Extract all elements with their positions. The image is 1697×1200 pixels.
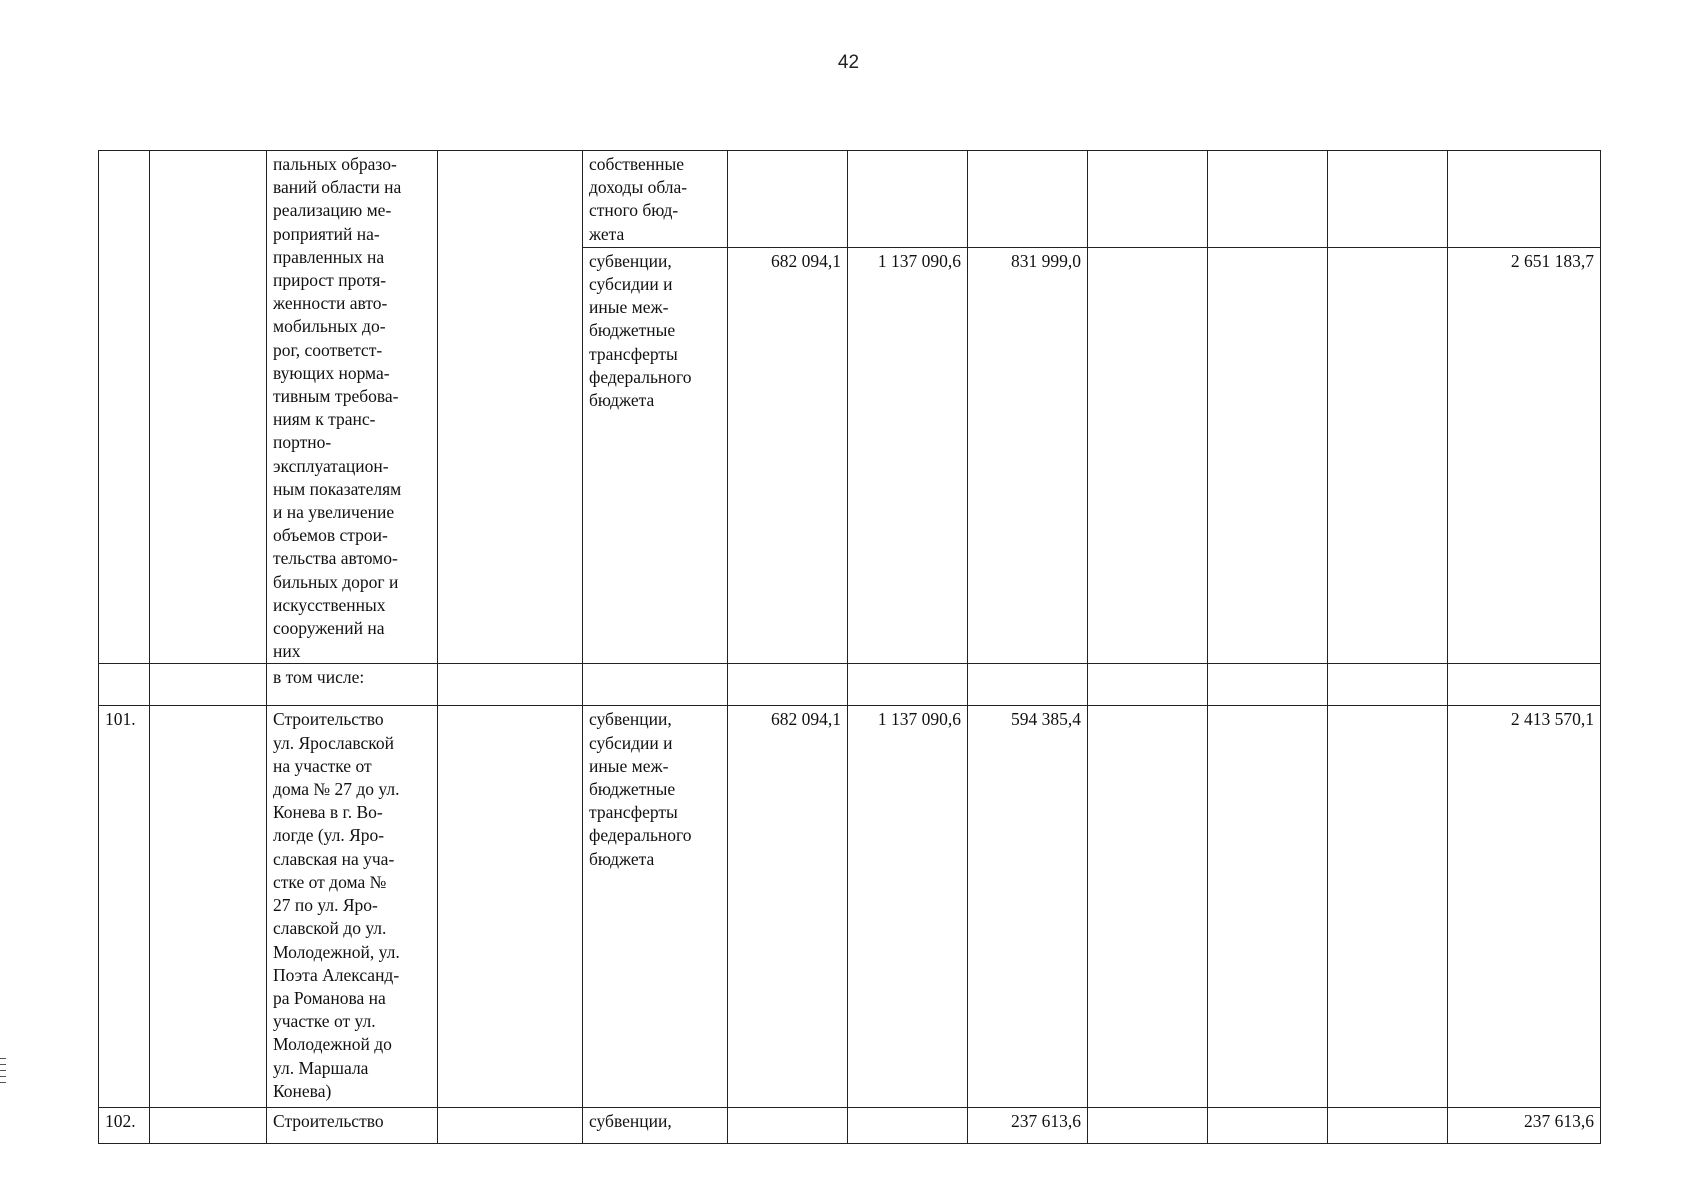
table-row [99, 151, 1601, 248]
cell-number: 101. [99, 706, 150, 1108]
cell-value [1328, 1108, 1448, 1144]
cell-value [1208, 247, 1328, 664]
cell-funding-source: субвенции, [583, 1108, 728, 1144]
table-row [99, 664, 1601, 706]
cell-value [1208, 1108, 1328, 1144]
cell-value [848, 1108, 968, 1144]
cell-code [150, 1108, 267, 1144]
table-row [99, 1108, 1601, 1144]
cell-code [150, 706, 267, 1108]
cell-total [1448, 664, 1601, 706]
cell-code [150, 664, 267, 706]
cell-value [728, 151, 848, 248]
cell-value [1328, 706, 1448, 1108]
cell-value [1328, 151, 1448, 248]
cell-funding-source: собственные доходы обла- стного бюд- жета [583, 151, 728, 248]
cell-total: 2 413 570,1 [1448, 706, 1601, 1108]
cell-value [968, 664, 1088, 706]
cell-funding-source: субвенции, субсидии и иные меж- бюджетные трансферты федерального бюджета [583, 247, 728, 664]
cell-total: 2 651 183,7 [1448, 247, 1601, 664]
cell-value [1208, 664, 1328, 706]
cell-value [848, 664, 968, 706]
cell-value: 1 137 090,6 [848, 706, 968, 1108]
cell-funding-source: субвенции, субсидии и иные меж- бюджетные трансферты федерального бюджета [583, 706, 728, 1108]
cell-value [1088, 1108, 1208, 1144]
table-row [99, 706, 1601, 1108]
cell-executor [438, 706, 583, 1108]
cell-number [99, 664, 150, 706]
cell-value [1088, 664, 1208, 706]
scan-margin-marks [0, 1058, 6, 1088]
cell-number: 102. [99, 1108, 150, 1144]
cell-value: 831 999,0 [968, 247, 1088, 664]
cell-value [1328, 247, 1448, 664]
page-number: 42 [837, 52, 860, 73]
cell-value [728, 1108, 848, 1144]
cell-executor [438, 664, 583, 706]
cell-value: 682 094,1 [728, 247, 848, 664]
cell-description: пальных образо- ваний области на реализацию ме- роприятий на- правленных на прирост протя- женности авто- мобильных до- рог, соответст- вующих норма- тивным требова- ниям к транс- портно- эксплуатацион- ным показателям и на увеличение объемов строи- тельства автомо- бильных дорог и искусственных сооружений на них [267, 151, 438, 664]
cell-description: Строительство [267, 1108, 438, 1144]
cell-value [968, 151, 1088, 248]
cell-executor [438, 151, 583, 664]
cell-value [1208, 706, 1328, 1108]
cell-number [99, 151, 150, 664]
cell-value: 682 094,1 [728, 706, 848, 1108]
cell-executor [438, 1108, 583, 1144]
cell-total [1448, 151, 1601, 248]
cell-including-label: в том числе: [267, 664, 438, 706]
cell-total: 237 613,6 [1448, 1108, 1601, 1144]
cell-value [1208, 151, 1328, 248]
cell-value [848, 151, 968, 248]
cell-value: 1 137 090,6 [848, 247, 968, 664]
cell-funding-source [583, 664, 728, 706]
cell-value [1088, 247, 1208, 664]
cell-description: Строительство ул. Ярославской на участке от дома № 27 до ул. Конева в г. Во- логде (ул. Яро- славская на уча- стке от дома № 27 по ул. Яро- славской до ул. Молодежной, ул. Поэта Александ- ра Романова на участке от ул. Молодежной до ул. Маршала Конева) [267, 706, 438, 1108]
cell-value [1328, 664, 1448, 706]
program-funding-table [98, 150, 1601, 1144]
cell-value [1088, 706, 1208, 1108]
cell-value [728, 664, 848, 706]
cell-value: 237 613,6 [968, 1108, 1088, 1144]
cell-value [1088, 151, 1208, 248]
cell-value: 594 385,4 [968, 706, 1088, 1108]
cell-code [150, 151, 267, 664]
